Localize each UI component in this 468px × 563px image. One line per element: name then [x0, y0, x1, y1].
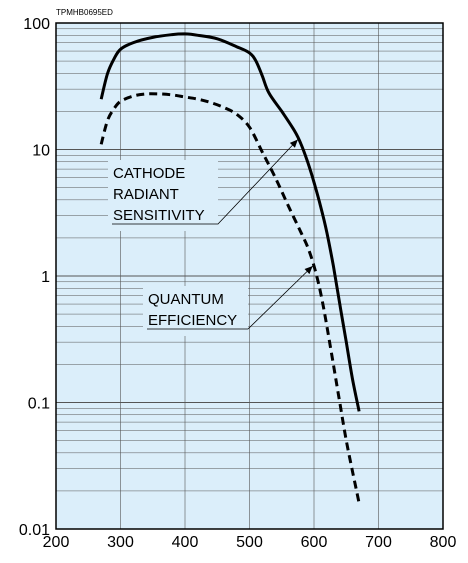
- y-tick-label: 0.1: [27, 395, 50, 413]
- y-tick-label: 100: [23, 16, 50, 33]
- annotation-label: CATHODE: [113, 165, 186, 182]
- annotation-label: QUANTUM: [148, 291, 224, 308]
- x-tick-label: 500: [236, 534, 263, 551]
- x-tick-label: 200: [42, 534, 70, 551]
- figure-code: TPMHB0695ED: [56, 8, 113, 17]
- y-tick-label: 0.01: [18, 522, 50, 539]
- x-tick-label: 600: [300, 534, 328, 551]
- annotation-label: SENSITIVITY: [113, 207, 205, 224]
- annotation-label: EFFICIENCY: [148, 312, 238, 329]
- x-tick-label: 700: [365, 534, 392, 551]
- y-tick-label: 1: [41, 269, 50, 286]
- y-tick-label: 10: [32, 142, 50, 160]
- x-tick-label: 800: [429, 534, 457, 551]
- x-tick-label: 300: [107, 534, 134, 551]
- annotation-label: RADIANT: [113, 186, 179, 203]
- x-tick-label: 400: [171, 534, 199, 551]
